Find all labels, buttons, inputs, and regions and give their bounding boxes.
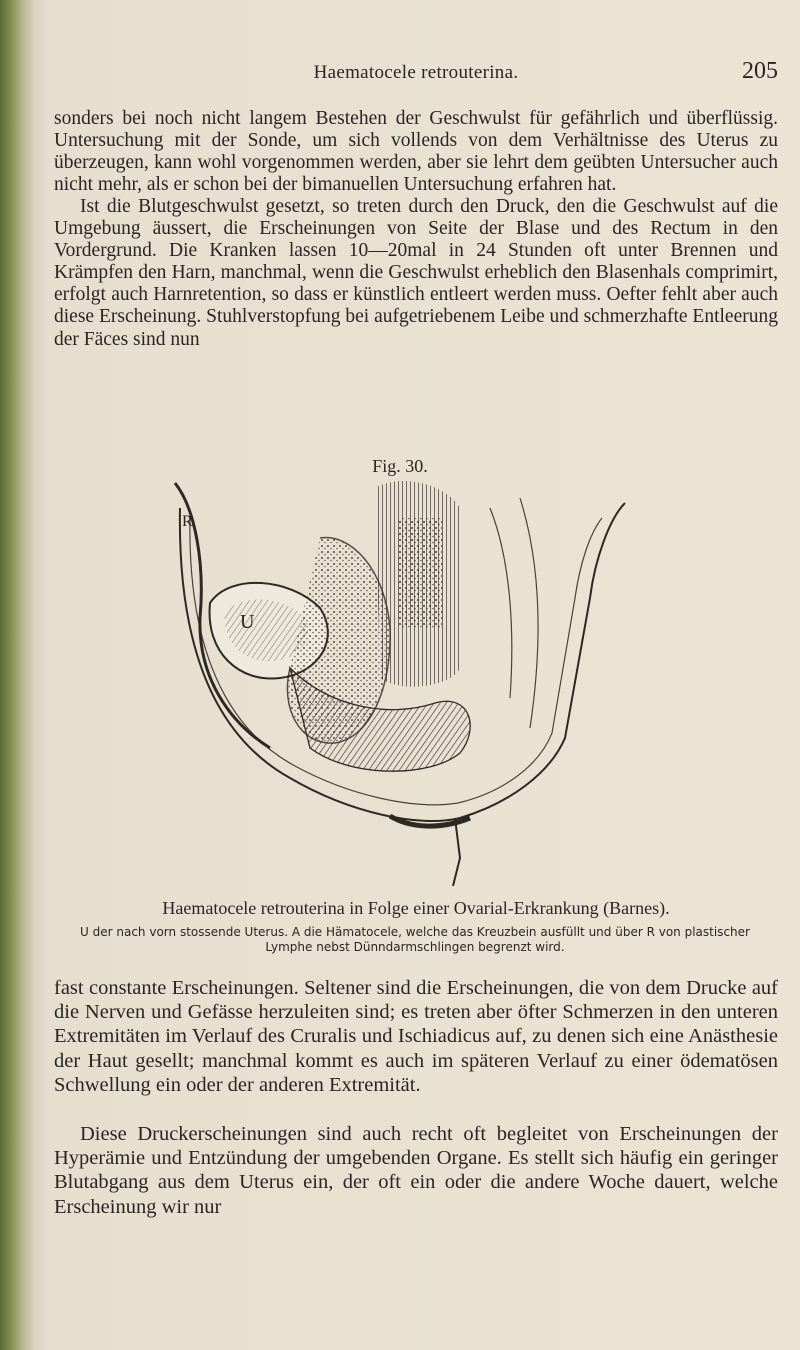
running-title: Haematocele retrouterina. — [313, 62, 519, 83]
figure-label: Fig. 30. — [372, 456, 428, 476]
figure-caption-title: Haematocele retrouterina in Folge einer Ovarial-Erkrankung (Barnes). — [162, 898, 670, 918]
r-label: R — [182, 513, 193, 530]
paragraph-2: Ist die Blutgeschwulst gesetzt, so treten durch den Druck, den die Geschwulst auf die Umgebung äussert, die Erscheinungen von Seite der Blase und des Rectum in den Vordergrund. Die Kranken lassen 10—20mal in 24 Stunden oft unter Brennen und Krämpfen den Harn, manchmal, wenn die Geschwulst erheblich den Blasenhals comprimirt, erfolgt auch Harnretention, so dass er künstlich entleert werden muss. Oefter fehlt aber auch diese Erscheinung. Stuhlverstopfung bei aufgetriebenem Leibe und schmerzhafte Entleerung der Fäces sind nun — [54, 196, 778, 350]
paragraph-4: Diese Druckerscheinungen sind auch recht oft begleitet von Erscheinungen der Hyperämie und Entzündung der umgebenden Organe. Es stellt sich häufig ein geringer Blutabgang aus dem Uterus ein, der oft ein oder die andere Woche dauert, welche Erscheinung wir nur — [54, 1123, 778, 1218]
paragraph-3: fast constante Erscheinungen. Seltener sind die Erscheinungen, die von dem Drucke auf die Nerven und Gefässe herzuleiten sind; es treten aber öfter Schmerzen in den unteren Extremitäten im Verlauf des Cruralis und Ischiadicus auf, zu denen sich eine Anästhesie der Haut gesellt; manchmal kommt es auch im späteren Verlauf zu einer ödematösen Schwellung ein oder der anderen Extremität. — [54, 977, 778, 1096]
pelvis-illustration — [170, 478, 635, 886]
page-number: 205 — [742, 58, 778, 84]
figure-caption-note: U der nach vorn stossende Uterus. A die Hämatocele, welche das Kreuzbein ausfüllt und über R von plastischer Lymphe nebst Dünndarmschlingen begrenzt wird. — [80, 925, 750, 954]
page-header — [54, 58, 778, 88]
uterus-label: U — [240, 611, 255, 633]
paragraph-1: sonders bei noch nicht langem Bestehen der Geschwulst für gefährlich und überflüssig. Untersuchung mit der Sonde, um sich vollends von dem Verhältnisse des Uterus zu überzeugen, kann wohl vorgenommen werden, aber sie lehrt dem geübten Untersucher auch nicht mehr, als er schon bei der bimanuellen Untersuchung erfahren hat. — [54, 108, 778, 196]
